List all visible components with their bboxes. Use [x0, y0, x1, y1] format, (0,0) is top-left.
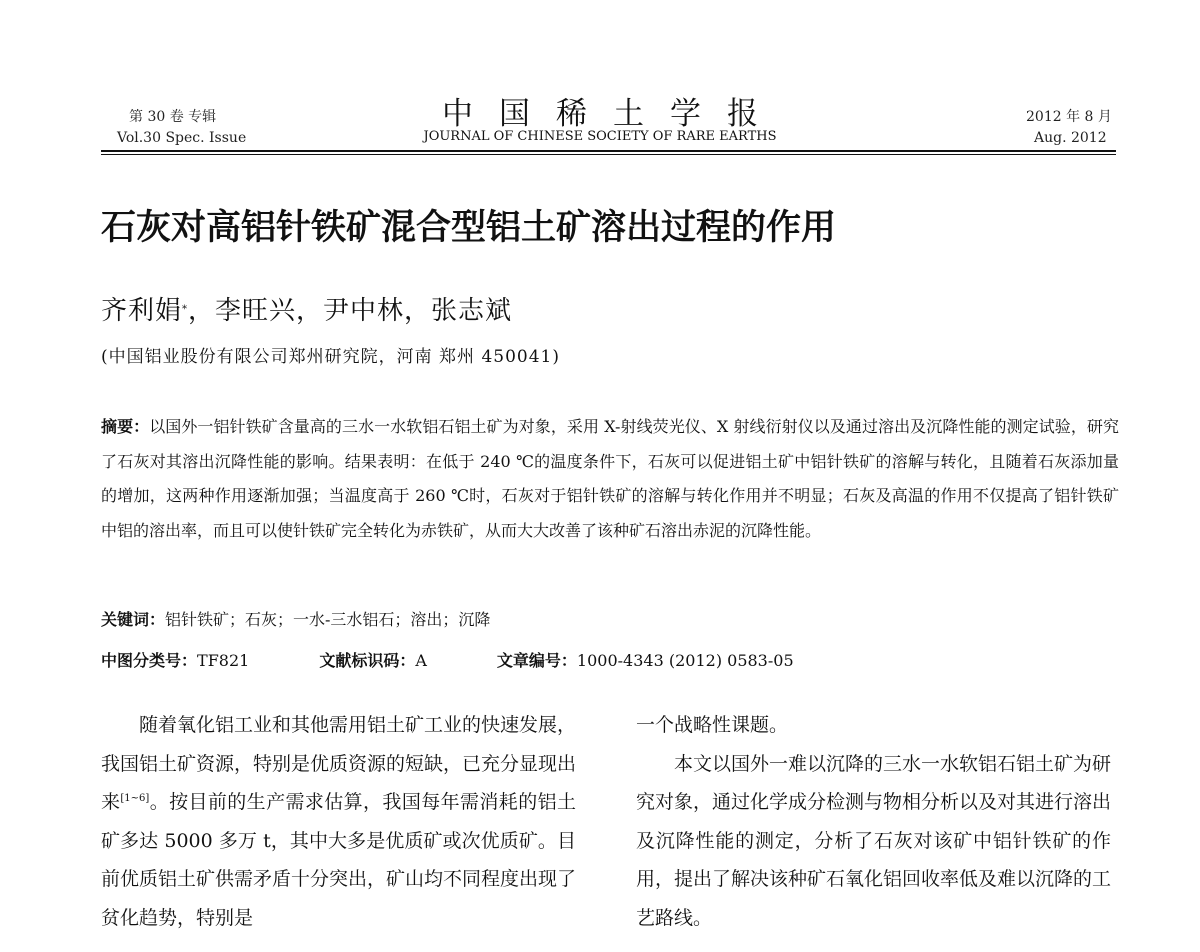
body-paragraph-continued: 一个战略性课题。 — [636, 714, 789, 736]
volume-cn: 第 30 卷 专辑 — [129, 109, 217, 125]
body-column-left — [101, 706, 576, 937]
author-first: 齐利娟 — [101, 296, 183, 326]
authors-rest: ，李旺兴，尹中林，张志斌 — [188, 296, 513, 326]
keywords — [101, 607, 490, 630]
journal-title-cn: 中国稀土学报 — [442, 96, 784, 132]
corresponding-mark: * — [182, 304, 189, 315]
abstract — [101, 410, 1119, 548]
abstract-text: 以国外一铝针铁矿含量高的三水一水软铝石铝土矿为对象，采用 X-射线荧光仪、X 射线衍射仪以及通过溶出及沉降性能的测定试验，研究了石灰对其溶出沉降性能的影响。结果表明：在低于 240 ℃的温度条件下，石灰可以促进铝土矿中铝针铁矿的溶解与转化，且随着石灰添加量的增加，这两种作用逐渐加强；当温度高于 260 ℃时，石灰对于铝针铁矿的溶解与转化作用并不明显；石灰及高温的作用不仅提高了铝针铁矿中铝的溶出率，而且可以使针铁矿完全转化为赤铁矿，从而大大改善了该种矿石溶出赤泥的沉降性能。 — [101, 417, 1119, 540]
body-column-right — [636, 706, 1111, 937]
header-rule-thick — [101, 150, 1116, 152]
journal-title-en: JOURNAL OF CHINESE SOCIETY OF RARE EARTHS — [423, 129, 777, 144]
keywords-text: 铝针铁矿；石灰；一水-三水铝石；溶出；沉降 — [165, 610, 491, 629]
classification-line — [101, 648, 794, 671]
citation-ref: [1~6] — [120, 793, 150, 804]
header-rule-thin — [101, 154, 1116, 155]
document-code: 文献标识码：A — [319, 651, 427, 670]
article-title: 石灰对高铝针铁矿混合型铝土矿溶出过程的作用 — [101, 208, 837, 248]
issue-date-en: Aug. 2012 — [1034, 130, 1107, 146]
author-list — [101, 290, 512, 327]
keywords-label: 关键词： — [101, 610, 166, 629]
article-number: 文章编号：1000-4343 (2012) 0583-05 — [496, 651, 794, 670]
body-paragraph: 本文以国外一难以沉降的三水一水软铝石铝土矿为研究对象，通过化学成分检测与物相分析以及对其进行溶出及沉降性能的测定，分析了石灰对该矿中铝针铁矿的作用，提出了解决该种矿石氧化铝回收率低及难以沉降的工艺路线。 — [636, 752, 1112, 929]
volume-en: Vol.30 Spec. Issue — [117, 130, 247, 146]
affiliation: (中国铝业股份有限公司郑州研究院，河南 郑州 450041) — [101, 347, 560, 367]
clc-code: 中图分类号：TF821 — [101, 651, 250, 670]
body-paragraph: 随着氧化铝工业和其他需用铝土矿工业的快速发展，我国铝土矿资源，特别是优质资源的短缺，已充分显现出来[1~6]。按目前的生产需求估算，我国每年需消耗的铝土矿多达 5000 多万 t，其中大多是优质矿或次优质矿。目前优质铝土矿供需矛盾十分突出，矿山均不同程度出现了贫化趋势，特别是 — [101, 714, 577, 929]
issue-date-cn: 2012 年 8 月 — [1026, 109, 1112, 125]
abstract-label: 摘要： — [101, 417, 150, 436]
